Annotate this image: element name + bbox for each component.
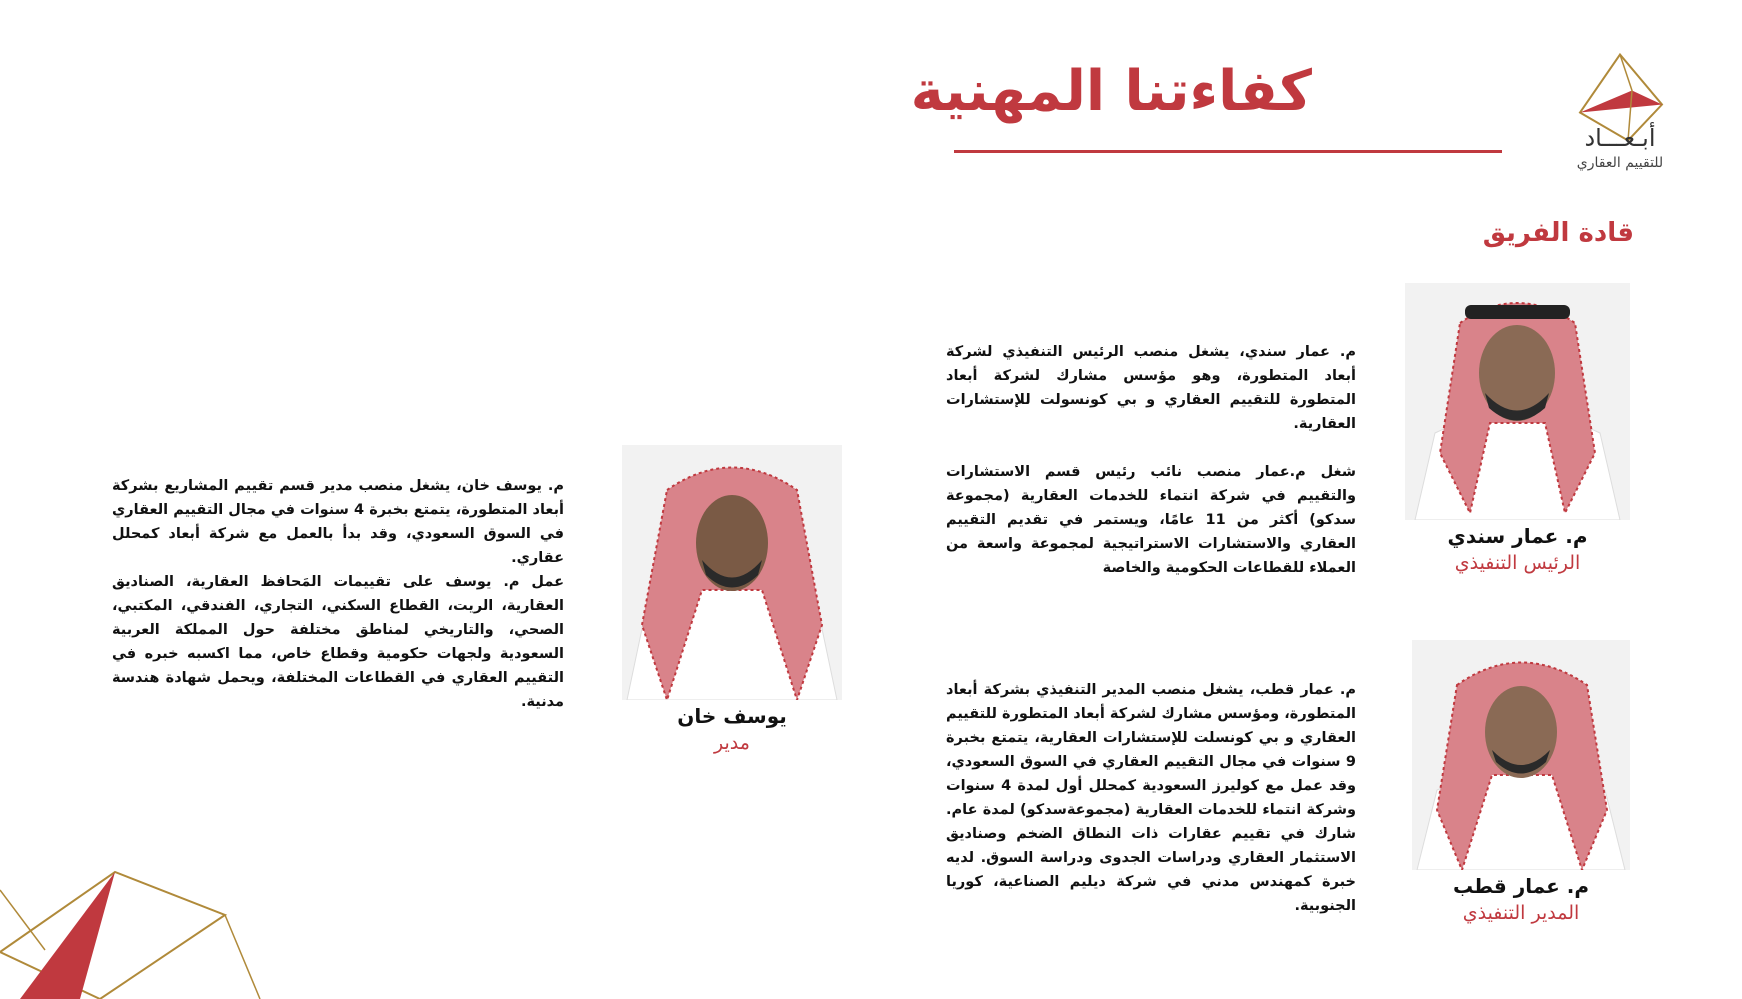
page-title: كفاءتنا المهنية	[910, 59, 1312, 124]
person-icon	[1412, 640, 1630, 870]
member-bio-yousef-khan	[112, 474, 564, 714]
member-role: الرئيس التنفيذي	[1454, 552, 1581, 574]
brand-name: أبـعـــاد	[1584, 124, 1656, 152]
person-icon	[622, 445, 842, 700]
title-underline	[954, 150, 1502, 153]
bio-paragraph: م. يوسف خان، يشغل منصب مدير قسم تقييم المشاريع بشركة أبعاد المتطورة، يتمتع بخبرة 4 سنوات في مجال التقييم العقاري في السوق السعودي، وقد بدأ بالعمل مع شركة أبعاد كمحلل عقاري.	[112, 478, 564, 566]
bio-paragraph: م. عمار قطب، يشغل منصب المدير التنفيذي بشركة أبعاد المتطورة، ومؤسس مشارك لشركة أبعاد المتطورة للتقييم العقاري و بي كونسلت للإستشارات العقارية، يتمتع بخبرة 9 سنوات في مجال التقييم العقاري في السوق السعودي، وقد عمل مع كوليرز السعودية كمحلل أول لمدة 4 سنوات وشركة انتماء للخدمات العقارية (مجموعةسدكو) لمدة عام. شارك في تقييم عقارات ذات النطاق الضخم وصناديق الاستثمار العقاري ودراسات الجدوى ودراسة السوق. لديه خبرة كمهندس مدني في شركة ديليم الصناعية، كوريا الجنوبية.	[946, 682, 1356, 914]
member-role: مدير	[714, 732, 750, 754]
member-name: م. عمار قطب	[1452, 874, 1590, 898]
member-name: يوسف خان	[677, 704, 787, 728]
brand-subtitle: للتقييم العقاري	[1576, 155, 1664, 171]
bio-paragraph: م. عمار سندي، يشغل منصب الرئيس التنفيذي لشركة أبعاد المتطورة، وهو مؤسس مشارك لشركة أبعاد المتطورة للتقييم العقاري و بي كونسولت للإستشارات العقارية.	[946, 344, 1356, 432]
member-photo-ammar-qutb	[1412, 640, 1630, 870]
section-title: قادة الفريق	[1482, 218, 1634, 248]
company-logo-icon	[1570, 30, 1680, 175]
member-role: المدير التنفيذي	[1462, 902, 1580, 924]
member-photo-yousef-khan	[622, 445, 842, 700]
member-photo-ammar-sindi	[1405, 283, 1630, 520]
bio-paragraph: شغل م.عمار منصب نائب رئيس قسم الاستشارات والتقييم في شركة انتماء للخدمات العقارية (مجموعة سدكو) أكثر من 11 عامًا، ويستمر في تقديم التقييم العقاري والاستشارات الاستراتيجية لمجموعة واسعة من العملاء للقطاعات الحكومية والخاصة	[946, 464, 1356, 576]
decorative-triangle-icon	[0, 860, 270, 999]
member-bio-ammar-sindi	[946, 340, 1356, 604]
member-name: م. عمار سندي	[1447, 524, 1588, 548]
bio-paragraph: عمل م. يوسف على تقييمات المَحافظ العقارية، الصناديق العقارية، الريت، القطاع السكني، التجاري، الفندقي، المكتبي، الصحي، والتاريخي لمناطق مختلفة حول المملكة العربية السعودية ولجهات حكومية وقطاع خاص، مما اكسبه خبره في التقييم العقاري في القطاعات المختلفة، ويحمل شهادة هندسة مدنية.	[112, 574, 564, 710]
person-icon	[1405, 283, 1630, 520]
member-bio-ammar-qutb	[946, 678, 1356, 918]
